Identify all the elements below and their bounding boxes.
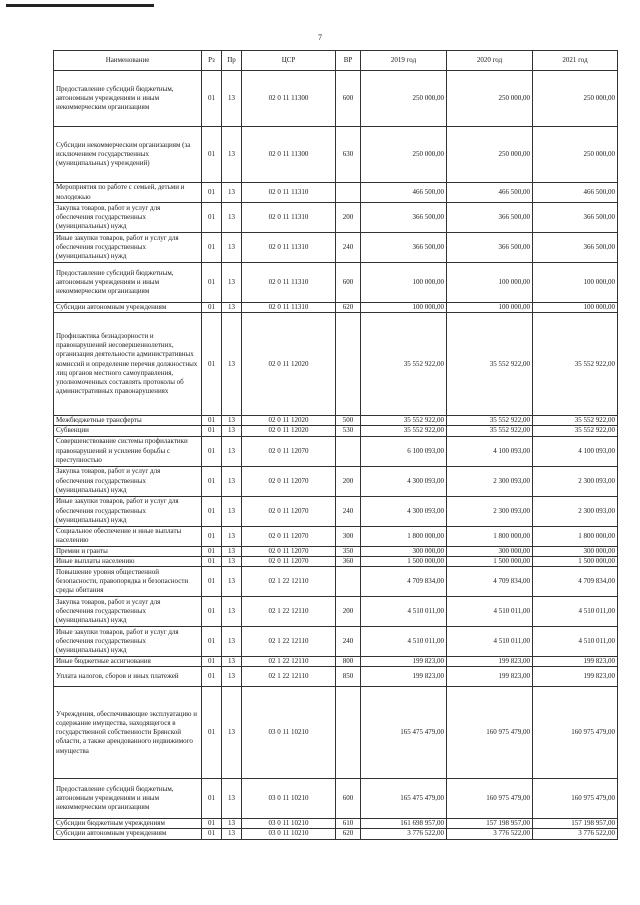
cell-rz: 01 [202, 546, 222, 556]
cell-2021: 466 500,00 [533, 183, 618, 203]
cell-csr: 02 0 11 11310 [242, 233, 336, 263]
cell-2020: 4 100 093,00 [447, 436, 533, 466]
cell-vr: 600 [336, 71, 361, 127]
cell-vr: 800 [336, 657, 361, 667]
cell-name: Субвенции [54, 426, 202, 436]
cell-2019: 165 475 479,00 [361, 779, 447, 819]
cell-2020: 2 300 093,00 [447, 466, 533, 496]
cell-rz: 01 [202, 466, 222, 496]
table-row [54, 426, 618, 436]
cell-pr: 13 [222, 233, 242, 263]
table-row [54, 667, 618, 687]
cell-2020: 250 000,00 [447, 127, 533, 183]
cell-2019: 366 500,00 [361, 203, 447, 233]
cell-csr: 02 0 11 11310 [242, 203, 336, 233]
table-row [54, 416, 618, 426]
cell-2021: 4 510 011,00 [533, 597, 618, 627]
cell-vr: 530 [336, 426, 361, 436]
table-row [54, 436, 618, 466]
cell-rz: 01 [202, 183, 222, 203]
cell-2020: 157 198 957,00 [447, 819, 533, 829]
cell-csr: 02 0 11 12020 [242, 313, 336, 416]
cell-2021: 300 000,00 [533, 546, 618, 556]
cell-2021: 160 975 479,00 [533, 687, 618, 779]
cell-2019: 165 475 479,00 [361, 687, 447, 779]
cell-rz: 01 [202, 426, 222, 436]
cell-csr: 02 0 11 12020 [242, 416, 336, 426]
cell-2020: 3 776 522,00 [447, 829, 533, 839]
cell-name: Профилактика безнадзорности и правонарушений несовершеннолетних, организация деятельности административных комиссий и определение перечня должностных лиц органов местного самоуправления, уполномоченных составлять протоколы об административных правонарушениях [54, 313, 202, 416]
cell-csr: 02 0 11 11300 [242, 71, 336, 127]
cell-2020: 1 800 000,00 [447, 526, 533, 546]
cell-2020: 250 000,00 [447, 71, 533, 127]
cell-2020: 160 975 479,00 [447, 687, 533, 779]
cell-vr [336, 687, 361, 779]
cell-2021: 35 552 922,00 [533, 426, 618, 436]
cell-2021: 366 500,00 [533, 203, 618, 233]
cell-csr: 02 1 22 12110 [242, 667, 336, 687]
table-row [54, 466, 618, 496]
cell-csr: 02 1 22 12110 [242, 627, 336, 657]
cell-pr: 13 [222, 779, 242, 819]
cell-2021: 3 776 522,00 [533, 829, 618, 839]
table-row [54, 263, 618, 303]
cell-csr: 02 0 11 11310 [242, 263, 336, 303]
cell-rz: 01 [202, 657, 222, 667]
cell-csr: 02 0 11 12070 [242, 546, 336, 556]
cell-vr [336, 436, 361, 466]
cell-2019: 3 776 522,00 [361, 829, 447, 839]
cell-2020: 35 552 922,00 [447, 313, 533, 416]
cell-rz: 01 [202, 526, 222, 546]
cell-csr: 02 0 11 12070 [242, 526, 336, 546]
cell-rz: 01 [202, 779, 222, 819]
cell-2019: 4 510 011,00 [361, 597, 447, 627]
cell-2021: 35 552 922,00 [533, 416, 618, 426]
cell-2019: 4 510 011,00 [361, 627, 447, 657]
cell-pr: 13 [222, 597, 242, 627]
cell-csr: 02 0 11 12070 [242, 496, 336, 526]
cell-2021: 199 823,00 [533, 667, 618, 687]
table-row [54, 657, 618, 667]
cell-name: Субсидии автономным учреждениям [54, 829, 202, 839]
cell-pr: 13 [222, 546, 242, 556]
table-row [54, 127, 618, 183]
cell-2019: 6 100 093,00 [361, 436, 447, 466]
cell-rz: 01 [202, 233, 222, 263]
table-row [54, 71, 618, 127]
cell-2021: 100 000,00 [533, 303, 618, 313]
table-row [54, 687, 618, 779]
cell-2019: 366 500,00 [361, 233, 447, 263]
cell-2019: 100 000,00 [361, 263, 447, 303]
cell-pr: 13 [222, 426, 242, 436]
cell-rz: 01 [202, 303, 222, 313]
cell-rz: 01 [202, 597, 222, 627]
cell-pr: 13 [222, 313, 242, 416]
table-row [54, 627, 618, 657]
table-row [54, 546, 618, 556]
cell-2021: 199 823,00 [533, 657, 618, 667]
cell-pr: 13 [222, 183, 242, 203]
cell-vr: 500 [336, 416, 361, 426]
cell-2021: 160 975 479,00 [533, 779, 618, 819]
cell-vr: 620 [336, 303, 361, 313]
cell-vr: 350 [336, 546, 361, 556]
col-header-name: Наименование [54, 51, 202, 71]
cell-2020: 35 552 922,00 [447, 426, 533, 436]
table-row [54, 303, 618, 313]
cell-csr: 02 0 11 12070 [242, 436, 336, 466]
cell-vr: 600 [336, 263, 361, 303]
cell-2021: 4 510 011,00 [533, 627, 618, 657]
cell-rz: 01 [202, 436, 222, 466]
cell-csr: 03 0 11 10210 [242, 829, 336, 839]
cell-pr: 13 [222, 627, 242, 657]
cell-rz: 01 [202, 829, 222, 839]
cell-name: Предоставление субсидий бюджетным, автономным учреждениям и иным некоммерческим организациям [54, 263, 202, 303]
cell-rz: 01 [202, 819, 222, 829]
table-row [54, 597, 618, 627]
cell-vr: 620 [336, 829, 361, 839]
cell-pr: 13 [222, 526, 242, 546]
cell-name: Иные выплаты населению [54, 556, 202, 566]
table-row [54, 556, 618, 566]
table-row [54, 496, 618, 526]
cell-csr: 02 1 22 12110 [242, 597, 336, 627]
cell-name: Субсидии автономным учреждениям [54, 303, 202, 313]
cell-2020: 160 975 479,00 [447, 779, 533, 819]
cell-csr: 02 0 11 11300 [242, 127, 336, 183]
cell-name: Иные закупки товаров, работ и услуг для обеспечения государственных (муниципальных) нужд [54, 627, 202, 657]
cell-rz: 01 [202, 667, 222, 687]
cell-2020: 4 510 011,00 [447, 597, 533, 627]
cell-pr: 13 [222, 127, 242, 183]
col-header-pr: Пр [222, 51, 242, 71]
col-header-csr: ЦСР [242, 51, 336, 71]
col-header-vr: ВР [336, 51, 361, 71]
cell-csr: 02 1 22 12110 [242, 657, 336, 667]
cell-name: Премии и гранты [54, 546, 202, 556]
col-header-rz: Рз [202, 51, 222, 71]
table-header-row [54, 51, 618, 71]
cell-2019: 1 500 000,00 [361, 556, 447, 566]
cell-name: Повышение уровня общественной безопасности, правопорядка и безопасности среды обитания [54, 567, 202, 597]
cell-pr: 13 [222, 657, 242, 667]
cell-vr: 600 [336, 779, 361, 819]
cell-rz: 01 [202, 627, 222, 657]
cell-2019: 199 823,00 [361, 667, 447, 687]
cell-pr: 13 [222, 829, 242, 839]
cell-vr: 240 [336, 627, 361, 657]
cell-name: Иные закупки товаров, работ и услуг для обеспечения государственных (муниципальных) нужд [54, 496, 202, 526]
cell-2019: 35 552 922,00 [361, 426, 447, 436]
cell-2020: 35 552 922,00 [447, 416, 533, 426]
cell-2021: 1 500 000,00 [533, 556, 618, 566]
cell-2021: 2 300 093,00 [533, 496, 618, 526]
cell-vr: 200 [336, 597, 361, 627]
table-row [54, 779, 618, 819]
cell-2020: 199 823,00 [447, 667, 533, 687]
cell-2019: 300 000,00 [361, 546, 447, 556]
cell-rz: 01 [202, 203, 222, 233]
cell-rz: 01 [202, 313, 222, 416]
cell-2019: 4 300 093,00 [361, 496, 447, 526]
cell-name: Закупка товаров, работ и услуг для обеспечения государственных (муниципальных) нужд [54, 597, 202, 627]
cell-name: Мероприятия по работе с семьей, детьми и молодежью [54, 183, 202, 203]
cell-csr: 02 0 11 11310 [242, 303, 336, 313]
table-row [54, 203, 618, 233]
cell-2020: 366 500,00 [447, 203, 533, 233]
cell-2020: 4 709 834,00 [447, 567, 533, 597]
cell-2020: 4 510 011,00 [447, 627, 533, 657]
cell-csr: 02 1 22 12110 [242, 567, 336, 597]
cell-2021: 100 000,00 [533, 263, 618, 303]
cell-vr: 610 [336, 819, 361, 829]
cell-vr [336, 183, 361, 203]
col-header-2019: 2019 год [361, 51, 447, 71]
cell-vr: 850 [336, 667, 361, 687]
cell-2019: 35 552 922,00 [361, 416, 447, 426]
top-rule [6, 4, 154, 7]
cell-csr: 03 0 11 10210 [242, 779, 336, 819]
cell-csr: 02 0 11 12070 [242, 556, 336, 566]
cell-2020: 2 300 093,00 [447, 496, 533, 526]
cell-name: Межбюджетные трансферты [54, 416, 202, 426]
cell-2019: 4 300 093,00 [361, 466, 447, 496]
cell-name: Иные закупки товаров, работ и услуг для обеспечения государственных (муниципальных) нужд [54, 233, 202, 263]
cell-2019: 35 552 922,00 [361, 313, 447, 416]
cell-rz: 01 [202, 687, 222, 779]
cell-2020: 1 500 000,00 [447, 556, 533, 566]
table-row [54, 829, 618, 839]
cell-rz: 01 [202, 127, 222, 183]
cell-2021: 250 000,00 [533, 71, 618, 127]
table-row [54, 526, 618, 546]
cell-csr: 02 0 11 11310 [242, 183, 336, 203]
cell-vr [336, 567, 361, 597]
cell-2020: 199 823,00 [447, 657, 533, 667]
cell-rz: 01 [202, 496, 222, 526]
cell-2021: 35 552 922,00 [533, 313, 618, 416]
cell-2021: 366 500,00 [533, 233, 618, 263]
cell-csr: 02 0 11 12070 [242, 466, 336, 496]
cell-name: Предоставление субсидий бюджетным, автономным учреждениям и иным некоммерческим организациям [54, 779, 202, 819]
cell-2020: 100 000,00 [447, 263, 533, 303]
cell-2019: 250 000,00 [361, 71, 447, 127]
cell-pr: 13 [222, 71, 242, 127]
cell-name: Социальное обеспечение и иные выплаты населению [54, 526, 202, 546]
cell-name: Субсидии бюджетным учреждениям [54, 819, 202, 829]
col-header-2021: 2021 год [533, 51, 618, 71]
table-row [54, 233, 618, 263]
cell-rz: 01 [202, 71, 222, 127]
cell-vr [336, 313, 361, 416]
cell-name: Совершенствование системы профилактики правонарушений и усиление борьбы с преступностью [54, 436, 202, 466]
cell-pr: 13 [222, 819, 242, 829]
cell-rz: 01 [202, 263, 222, 303]
cell-csr: 02 0 11 12020 [242, 426, 336, 436]
cell-vr: 630 [336, 127, 361, 183]
cell-name: Предоставление субсидий бюджетным, автономным учреждениям и иным некоммерческим организациям [54, 71, 202, 127]
cell-2021: 4 100 093,00 [533, 436, 618, 466]
page-number: 7 [318, 33, 322, 42]
cell-2020: 366 500,00 [447, 233, 533, 263]
cell-pr: 13 [222, 556, 242, 566]
cell-pr: 13 [222, 567, 242, 597]
cell-rz: 01 [202, 567, 222, 597]
cell-name: Закупка товаров, работ и услуг для обеспечения государственных (муниципальных) нужд [54, 203, 202, 233]
cell-2019: 100 000,00 [361, 303, 447, 313]
budget-table [53, 50, 618, 840]
cell-pr: 13 [222, 667, 242, 687]
cell-2021: 1 800 000,00 [533, 526, 618, 546]
cell-pr: 13 [222, 466, 242, 496]
cell-2021: 4 709 834,00 [533, 567, 618, 597]
table-row [54, 567, 618, 597]
cell-2019: 161 698 957,00 [361, 819, 447, 829]
cell-vr: 240 [336, 496, 361, 526]
cell-2021: 2 300 093,00 [533, 466, 618, 496]
cell-2019: 466 500,00 [361, 183, 447, 203]
table-row [54, 819, 618, 829]
cell-2020: 300 000,00 [447, 546, 533, 556]
cell-2019: 1 800 000,00 [361, 526, 447, 546]
cell-pr: 13 [222, 263, 242, 303]
cell-rz: 01 [202, 416, 222, 426]
cell-vr: 200 [336, 203, 361, 233]
cell-2019: 4 709 834,00 [361, 567, 447, 597]
cell-name: Иные бюджетные ассигнования [54, 657, 202, 667]
cell-pr: 13 [222, 687, 242, 779]
cell-vr: 240 [336, 233, 361, 263]
cell-vr: 360 [336, 556, 361, 566]
cell-pr: 13 [222, 436, 242, 466]
cell-vr: 300 [336, 526, 361, 546]
cell-2019: 250 000,00 [361, 127, 447, 183]
cell-pr: 13 [222, 303, 242, 313]
cell-rz: 01 [202, 556, 222, 566]
cell-2021: 157 198 957,00 [533, 819, 618, 829]
table-row [54, 313, 618, 416]
cell-name: Закупка товаров, работ и услуг для обеспечения государственных (муниципальных) нужд [54, 466, 202, 496]
cell-name: Уплата налогов, сборов и иных платежей [54, 667, 202, 687]
table-row [54, 183, 618, 203]
cell-2021: 250 000,00 [533, 127, 618, 183]
cell-csr: 03 0 11 10210 [242, 819, 336, 829]
cell-vr: 200 [336, 466, 361, 496]
col-header-2020: 2020 год [447, 51, 533, 71]
cell-pr: 13 [222, 496, 242, 526]
cell-2019: 199 823,00 [361, 657, 447, 667]
cell-2020: 466 500,00 [447, 183, 533, 203]
cell-2020: 100 000,00 [447, 303, 533, 313]
cell-name: Учреждения, обеспечивающие эксплуатацию и содержание имущества, находящегося в государственной собственности Брянской области, а также арендованного недвижимого имущества [54, 687, 202, 779]
cell-pr: 13 [222, 203, 242, 233]
cell-pr: 13 [222, 416, 242, 426]
cell-csr: 03 0 11 10210 [242, 687, 336, 779]
cell-name: Субсидии некоммерческим организациям (за исключением государственных (муниципальных) учреждений) [54, 127, 202, 183]
